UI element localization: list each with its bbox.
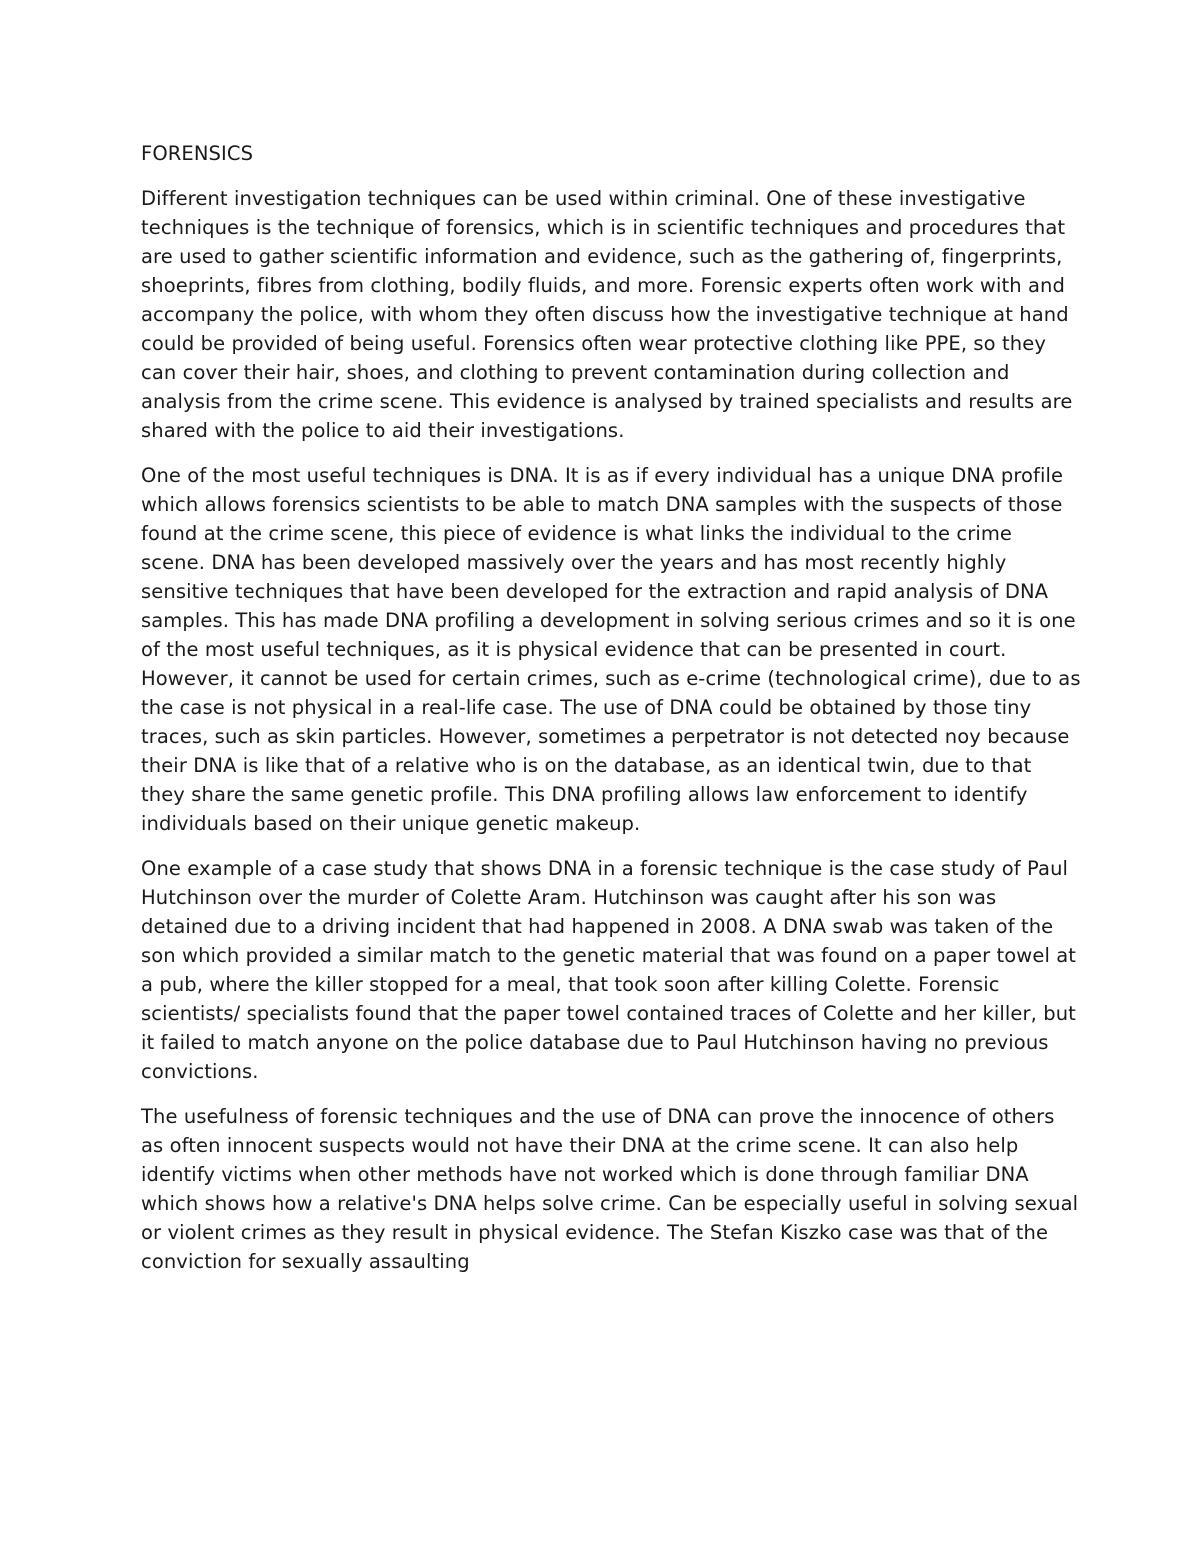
document-title: FORENSICS [141, 142, 254, 165]
paragraph-usefulness: The usefulness of forensic techniques and the use of DNA can prove the innocence of others as often innocent suspects would not have their DNA at the crime scene. It can also help identify victims when other methods have not worked which is done through familiar DNA which shows how a relative's DNA helps solve crime. Can be especially useful in solving sexual or violent crimes as they result in physical evidence. The Stefan Kiszko case was that of the conviction for sexually assaulting [141, 1105, 1079, 1273]
paragraph-dna-technique: One of the most useful techniques is DNA. It is as if every individual has a unique DNA profile which allows forensics scientists to be able to match DNA samples with the suspects of those found at the crime scene, this piece of evidence is what links the individual to the crime scene. DNA has been developed massively over the years and has most recently highly sensitive techniques that have been developed for the extraction and rapid analysis of DNA samples. This has made DNA profiling a development in solving serious crimes and so it is one of the most useful techniques, as it is physical evidence that can be presented in court. However, it cannot be used for certain crimes, such as e-crime (technological crime), due to as the case is not physical in a real-life case. The use of DNA could be obtained by those tiny traces, such as skin particles. However, sometimes a perpetrator is not detected noy because their DNA is like that of a relative who is on the database, as an identical twin, due to that they share the same genetic profile. This DNA profiling allows law enforcement to identify individuals based on their unique genetic makeup. [141, 464, 1081, 835]
document-body [141, 139, 1081, 1292]
paragraph-forensics-intro: Different investigation techniques can be used within criminal. One of these investigative techniques is the technique of forensics, which is in scientific techniques and procedures that are used to gather scientific information and evidence, such as the gathering of, fingerprints, shoeprints, fibres from clothing, bodily fluids, and more. Forensic experts often work with and accompany the police, with whom they often discuss how the investigative technique at hand could be provided of being useful. Forensics often wear protective clothing like PPE, so they can cover their hair, shoes, and clothing to prevent contamination during collection and analysis from the crime scene. This evidence is analysed by trained specialists and results are shared with the police to aid their investigations. [141, 187, 1073, 442]
paragraph-case-study: One example of a case study that shows DNA in a forensic technique is the case study of Paul Hutchinson over the murder of Colette Aram. Hutchinson was caught after his son was detained due to a driving incident that had happened in 2008. A DNA swab was taken of the son which provided a similar match to the genetic material that was found on a paper towel at a pub, where the killer stopped for a meal, that took soon after killing Colette. Forensic scientists/ specialists found that the paper towel contained traces of Colette and her killer, but it failed to match anyone on the police database due to Paul Hutchinson having no previous convictions. [141, 857, 1077, 1083]
